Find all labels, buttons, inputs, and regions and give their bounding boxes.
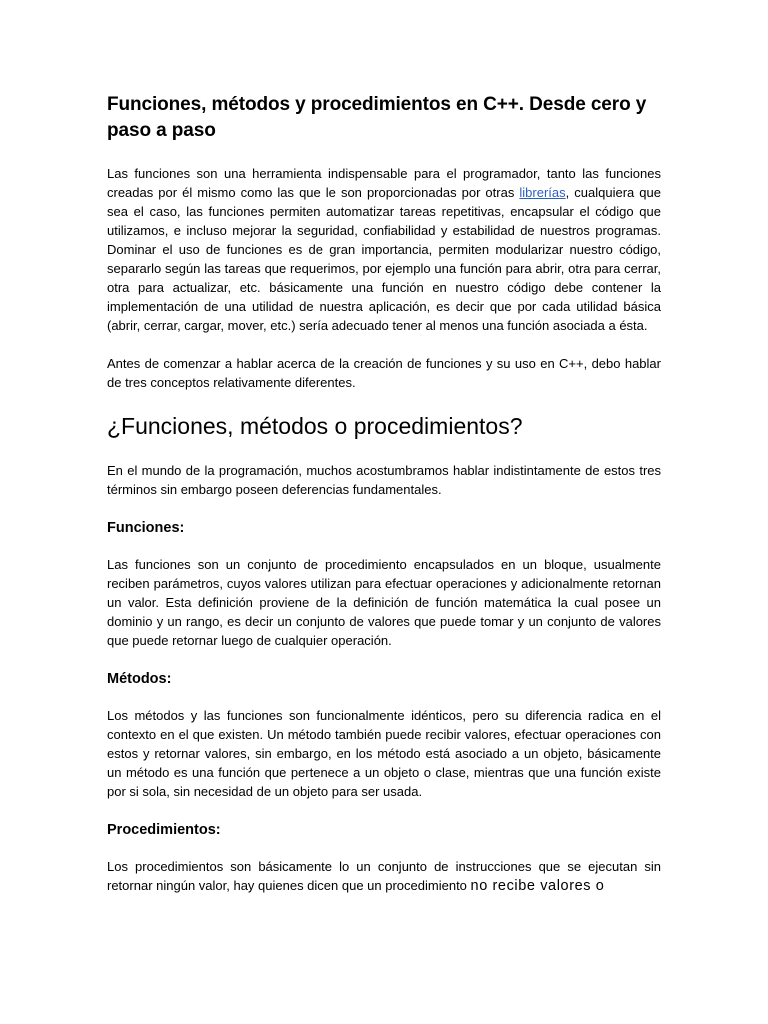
intro-text-2: , cualquiera que sea el caso, las funciones permiten automatizar tareas repetitivas, encapsular el código que utilizamos, e incluso mejorar la seguridad, confiabilidad y estabilidad de nuestros programas. Dominar el uso de funciones es de gran importancia, permiten modularizar nuestro código, separarlo según las tareas que requerimos, por ejemplo una función para abrir, otra para cerrar, otra para actualizar, etc. básicamente una función en nuestro código debe contener la implementación de una utilidad de nuestra aplicación, es decir que por cada utilidad básica (abrir, cerrar, cargar, mover, etc.) sería adecuado tener al menos una función asociada a ésta. (107, 185, 661, 333)
metodos-paragraph: Los métodos y las funciones son funcionalmente idénticos, pero su diferencia radica en el contexto en el que existen. Un método también puede recibir valores, efectuar operaciones con estos y retornar valores, sin embargo, en los método está asociado a un objeto, básicamente un método es una función que pertenece a un objeto o clase, mientras que una función existe por si sola, sin necesidad de un objeto para ser usada. (107, 708, 661, 799)
intro-paragraph-2: Antes de comenzar a hablar acerca de la creación de funciones y su uso en C++, debo hablar de tres conceptos relativamente diferentes. (107, 356, 661, 390)
procedimientos-heading: Procedimientos: (107, 822, 221, 838)
intro-paragraph (107, 164, 661, 335)
funciones-heading: Funciones: (107, 520, 185, 536)
procedimientos-text-1: Los procedimientos son básicamente lo un conjunto de instrucciones que se ejecutan sin retornar ningún valor, hay quienes dicen que un procedimiento (107, 859, 661, 893)
document-title: Funciones, métodos y procedimientos en C++. Desde cero y paso a paso (107, 94, 647, 141)
procedimientos-text-2: no recibe valores o (470, 878, 605, 894)
funciones-paragraph: Las funciones son un conjunto de procedimiento encapsulados en un bloque, usualmente reciben parámetros, cuyos valores utilizan para efectuar operaciones y adicionalmente retornan un valor. Esta definición proviene de la definición de función matemática la cual posee un dominio y un rango, es decir un conjunto de valores que puede tomar y un conjunto de valores que puede retornar luego de cualquier operación. (107, 557, 661, 648)
intro-text-1: Las funciones son una herramienta indispensable para el programador, tanto las funciones creadas por él mismo como las que le son proporcionadas por otras (107, 166, 661, 200)
metodos-heading: Métodos: (107, 671, 172, 687)
procedimientos-paragraph (107, 857, 661, 896)
librerias-link[interactable]: librerías (519, 185, 566, 200)
section-heading: ¿Funciones, métodos o procedimientos? (107, 413, 523, 439)
section-intro-paragraph: En el mundo de la programación, muchos acostumbramos hablar indistintamente de estos tres términos sin embargo poseen deferencias fundamentales. (107, 463, 661, 497)
